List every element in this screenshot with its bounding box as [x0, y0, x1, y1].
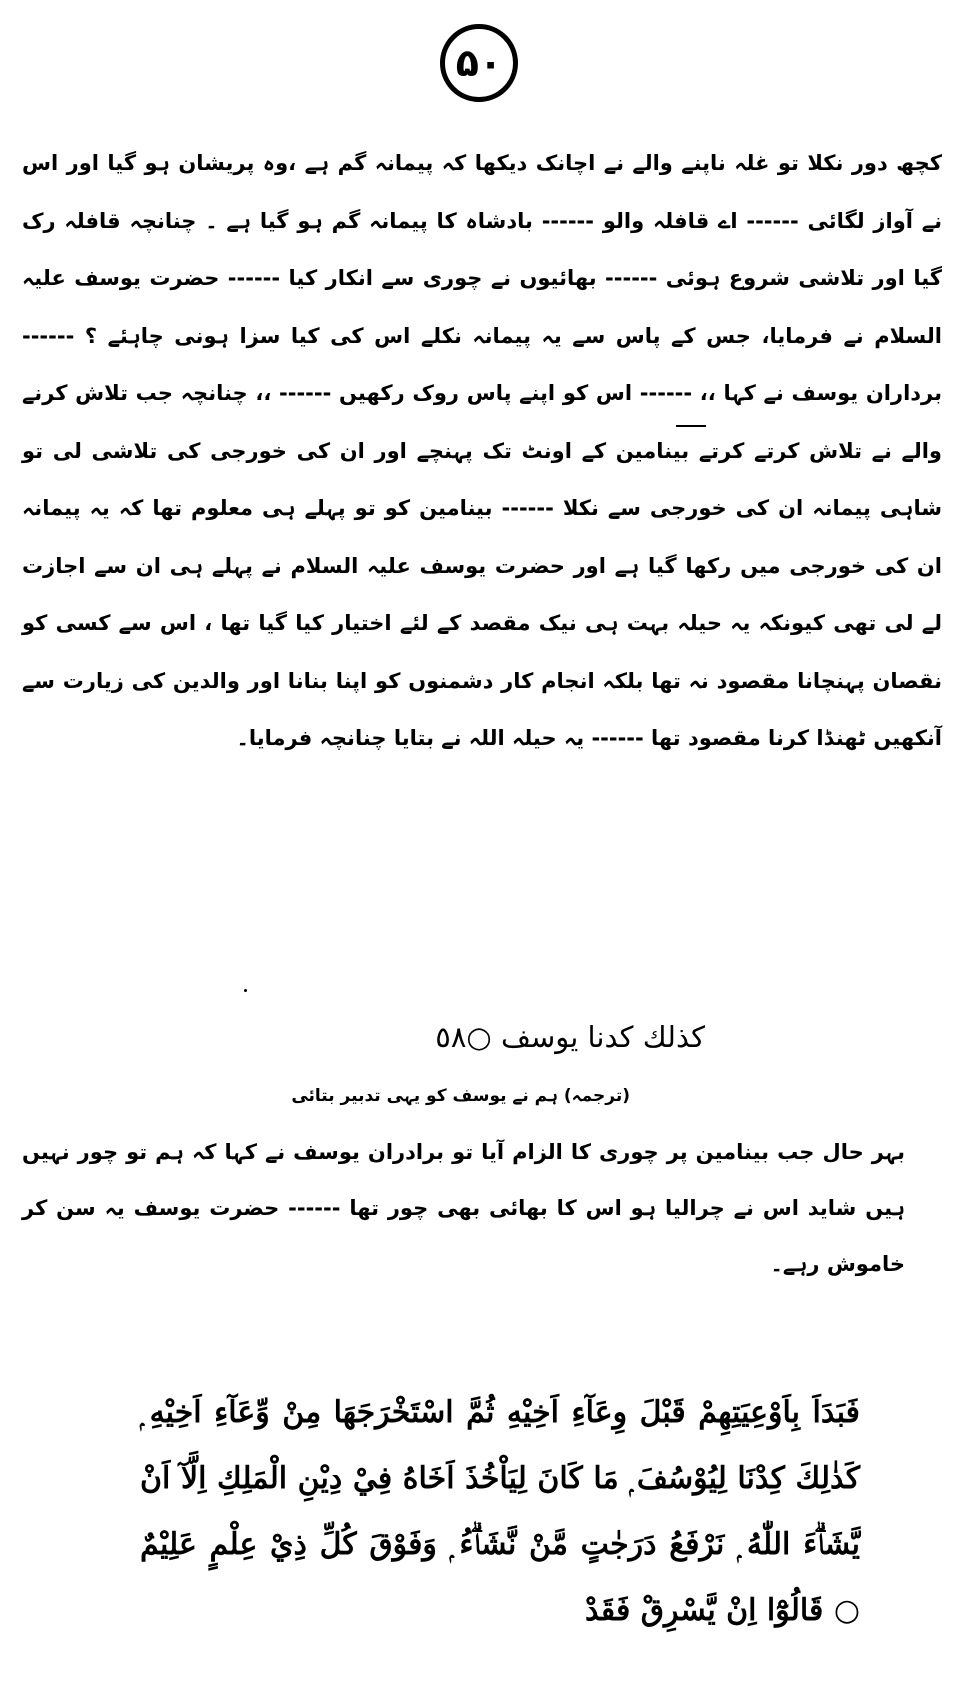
- page-number-circle: [440, 24, 518, 102]
- section-heading: كذلك كدنا يوسف ○٥٨: [435, 1020, 705, 1054]
- quran-verse: فَبَدَاَ بِاَوْعِيَتِهِمْ قَبْلَ وِعَآءِ اَخِيْهِ ثُمَّ اسْتَخْرَجَهَا مِنْ وِّعَآءِ اَخِيْهِ ۭ كَذٰلِكَ كِدْنَا لِيُوْسُفَ ۭ مَا كَانَ لِيَاْخُذَ اَخَاهُ فِيْ دِيْنِ الْمَلِكِ اِلَّآ اَنْ يَّشَاۗءَ اللّٰهُ ۭ نَرْفَعُ دَرَجٰتٍ مَّنْ نَّشَاۗءُ ۭ وَفَوْقَ كُلِّ ذِيْ عِلْمٍ عَلِيْمٌ ○ قَالُوْٓا اِنْ يَّسْرِقْ فَقَدْ: [140, 1395, 860, 1628]
- second-paragraph: بہر حال جب بینامین پر چوری کا الزام آیا تو برادران یوسف نے کہا کہ ہم تو چور نہیں ہیں شاید اس نے چرالیا ہو اس کا بھائی بھی چور تھا ------ حضرت یوسف یہ سن کر خاموش رہے۔: [22, 1140, 905, 1276]
- page-number: ۵۰: [455, 41, 503, 85]
- stray-dot-mark: [244, 989, 247, 992]
- stray-dash-mark: [676, 425, 706, 427]
- main-paragraph: کچھ دور نکلا تو غلہ ناپنے والے نے اچانک دیکھا کہ پیمانہ گم ہے ،وہ پریشان ہو گیا اور اس نے آواز لگائی ------ اے قافلہ والو ------ بادشاہ کا پیمانہ گم ہو گیا ہے ۔ چنانچہ قافلہ رک گیا اور تلاشی شروع ہوئی ------ بھائیوں نے چوری سے انکار کیا ------ حضرت یوسف علیہ السلام نے فرمایا، جس کے پاس سے یہ پیمانہ نکلے اس کی کیا سزا ہونی چاہئے ؟ ------ برداران یوسف نے کہا ،، ------ اس کو اپنے پاس روک رکھیں ------ ،، چنانچہ جب تلاش کرنے والے نے تلاش کرتے کرتے بینامین کے اونٹ تک پہنچے اور ان کی خورجی کی تلاشی لی تو شاہی پیمانہ ان کی خورجی سے نکلا ------ بینامین کو تو پہلے ہی معلوم تھا کہ یہ پیمانہ ان کی خورجی میں رکھا گیا ہے اور حضرت یوسف علیہ السلام نے پہلے ہی ان سے اجازت لے لی تھی کیونکہ یہ حیلہ بہت ہی نیک مقصد کے لئے اختیار کیا گیا تھا ، اس سے کسی کو نقصان پہنچانا مقصود نہ تھا بلکہ انجام کار دشمنوں کو اپنا بنانا اور والدین کی زیارت سے آنکھیں ٹھنڈا کرنا مقصود تھا ------ یہ حیلہ اللہ نے بتایا چنانچہ فرمایا۔: [22, 151, 942, 750]
- translation-line: (ترجمہ) ہم نے یوسف کو یہی تدبیر بتائی: [291, 1086, 630, 1106]
